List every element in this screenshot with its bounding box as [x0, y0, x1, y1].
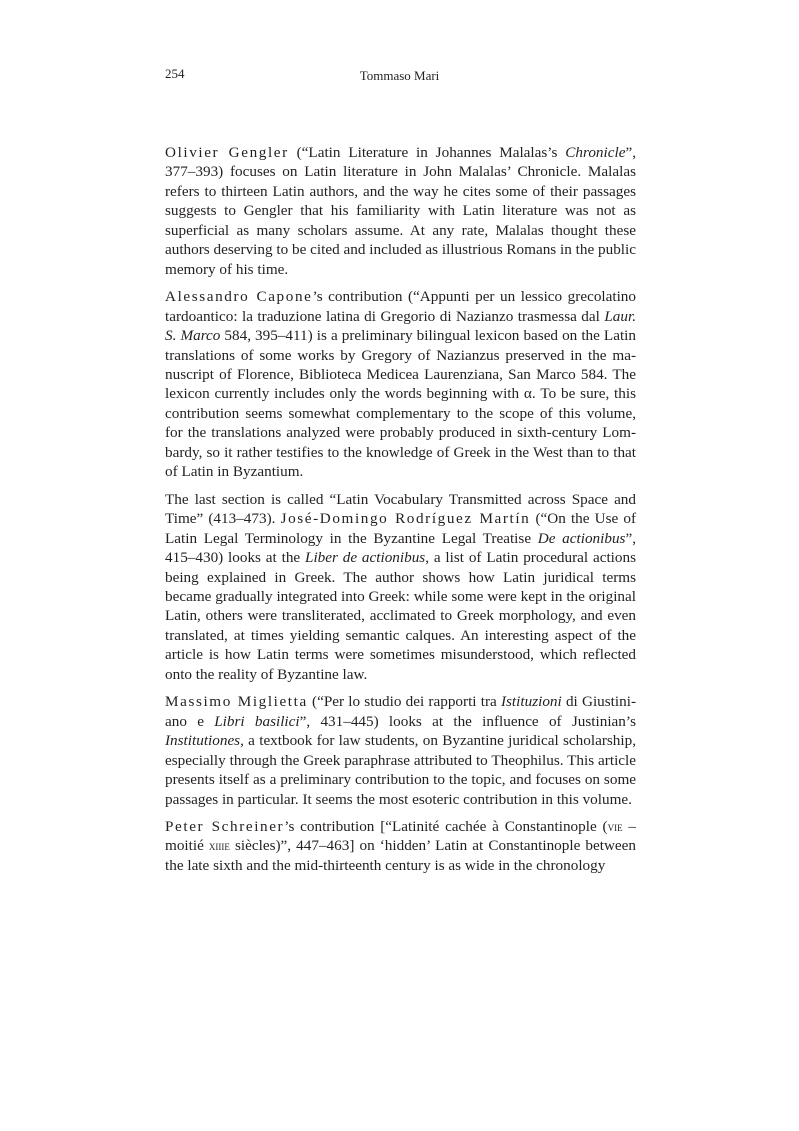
author-name: Olivier Gengler — [165, 144, 289, 161]
paragraph — [165, 490, 636, 685]
italic-title: Institutiones — [165, 732, 241, 750]
italic-title: Istituzioni — [500, 693, 562, 711]
text-run: ’s contribution (“Appunti per un lessico grecolatino tardoantico: la traduzione latina di Gregorio di Nazianzo trasmessa dal — [165, 288, 636, 325]
text-run: The last section is called “Latin Vocabulary Transmitted across Space and Time” (413–473). — [165, 490, 636, 528]
paragraph — [165, 692, 636, 809]
text-run: (“On the Use of Latin Legal Terminology in the Byzantine Legal Treatise — [165, 510, 637, 547]
paragraph — [165, 287, 636, 482]
text-run: , a textbook for law students, on Byzantine juridical scholarship, especially through the Greek paraphrase attributed to Theophilus. This article presents itself as a preliminary contribution to the topic, and focuses on some passages in particular. It seems the most esoteric contribution in this volume. — [165, 732, 636, 808]
text-run: ”, 415–430) looks at the — [165, 529, 636, 567]
text-run: – moitié — [165, 817, 636, 855]
text-run: siècles)”, 447–463] on ‘hidden’ Latin at Constantinople between the late sixth and the mid-thirteenth century is as wide in the chronology — [165, 837, 637, 874]
text-run: ’s contribution [“Latinité cachée à Constantinople ( — [284, 817, 608, 835]
text-run: 584, 395–411) is a preliminary bilingual lexicon based on the Latin translations of some works by Gregory of Nazianzus preserved in the manuscript of Florence, Biblioteca Medicea Laurenziana, San Marco 584. The lexicon currently includes only the words beginning with α. To be sure, this contribution seems somewhat complementary to the scope of this volume, for the translations analyzed were probably produced in sixth-century Lombardy, so it rather testifies to the knowledge of Greek in the West than to that of Latin in Byzantium. — [165, 327, 636, 481]
author-name: José-Domingo Rodríguez Martín — [280, 510, 531, 528]
author-name: Peter Schreiner — [165, 817, 285, 835]
century-numeral: vie — [607, 818, 623, 834]
italic-title: De actionibus — [537, 529, 626, 547]
text-run: di Giustiniano e — [165, 693, 636, 730]
running-head: Tommaso Mari — [359, 68, 440, 83]
paragraph — [165, 143, 636, 279]
italic-title: Laur. S. Marco — [165, 307, 636, 345]
author-name: Massimo Miglietta — [165, 693, 308, 711]
page-number: 254 — [165, 66, 185, 81]
text-run: ”, 431–445) looks at the influence of Justinian’s — [299, 712, 637, 730]
text-run: ”, 377–393) focuses on Latin literature in John Malalas’ Chronicle. Malalas refers to thirteen Latin authors, and the way he cites some of their passages suggests to Gengler that his familiarity with Latin literature was not as superficial as many scholars assume. At any rate, Malalas thought these authors deserving to be cited and included as illustrious Romans in the public memory of his time. — [165, 144, 636, 278]
text-run: , a list of Latin procedural actions being explained in Greek. The author shows how Latin juridical terms became gradually integrated into Greek: while some were kept in the original Latin, others were transliterated, acclimated to Greek morphology, and even translated, at times yielding semantic calques. An interesting aspect of the article is how Latin terms were sometimes misunderstood, which reflected onto the reality of Byzantine law. — [165, 549, 636, 683]
body-text — [165, 143, 636, 883]
italic-title: Chronicle — [565, 144, 626, 161]
text-run: (“Latin Literature in Johannes Malalas’s — [288, 144, 566, 161]
text-run: (“Per lo studio dei rapporti tra — [307, 693, 501, 711]
italic-title: Libri basilici — [214, 712, 300, 730]
century-numeral: xiiie — [208, 838, 230, 854]
italic-title: Liber de actionibus — [305, 549, 426, 567]
paragraph — [165, 817, 636, 875]
author-name: Alessandro Capone — [165, 288, 313, 306]
